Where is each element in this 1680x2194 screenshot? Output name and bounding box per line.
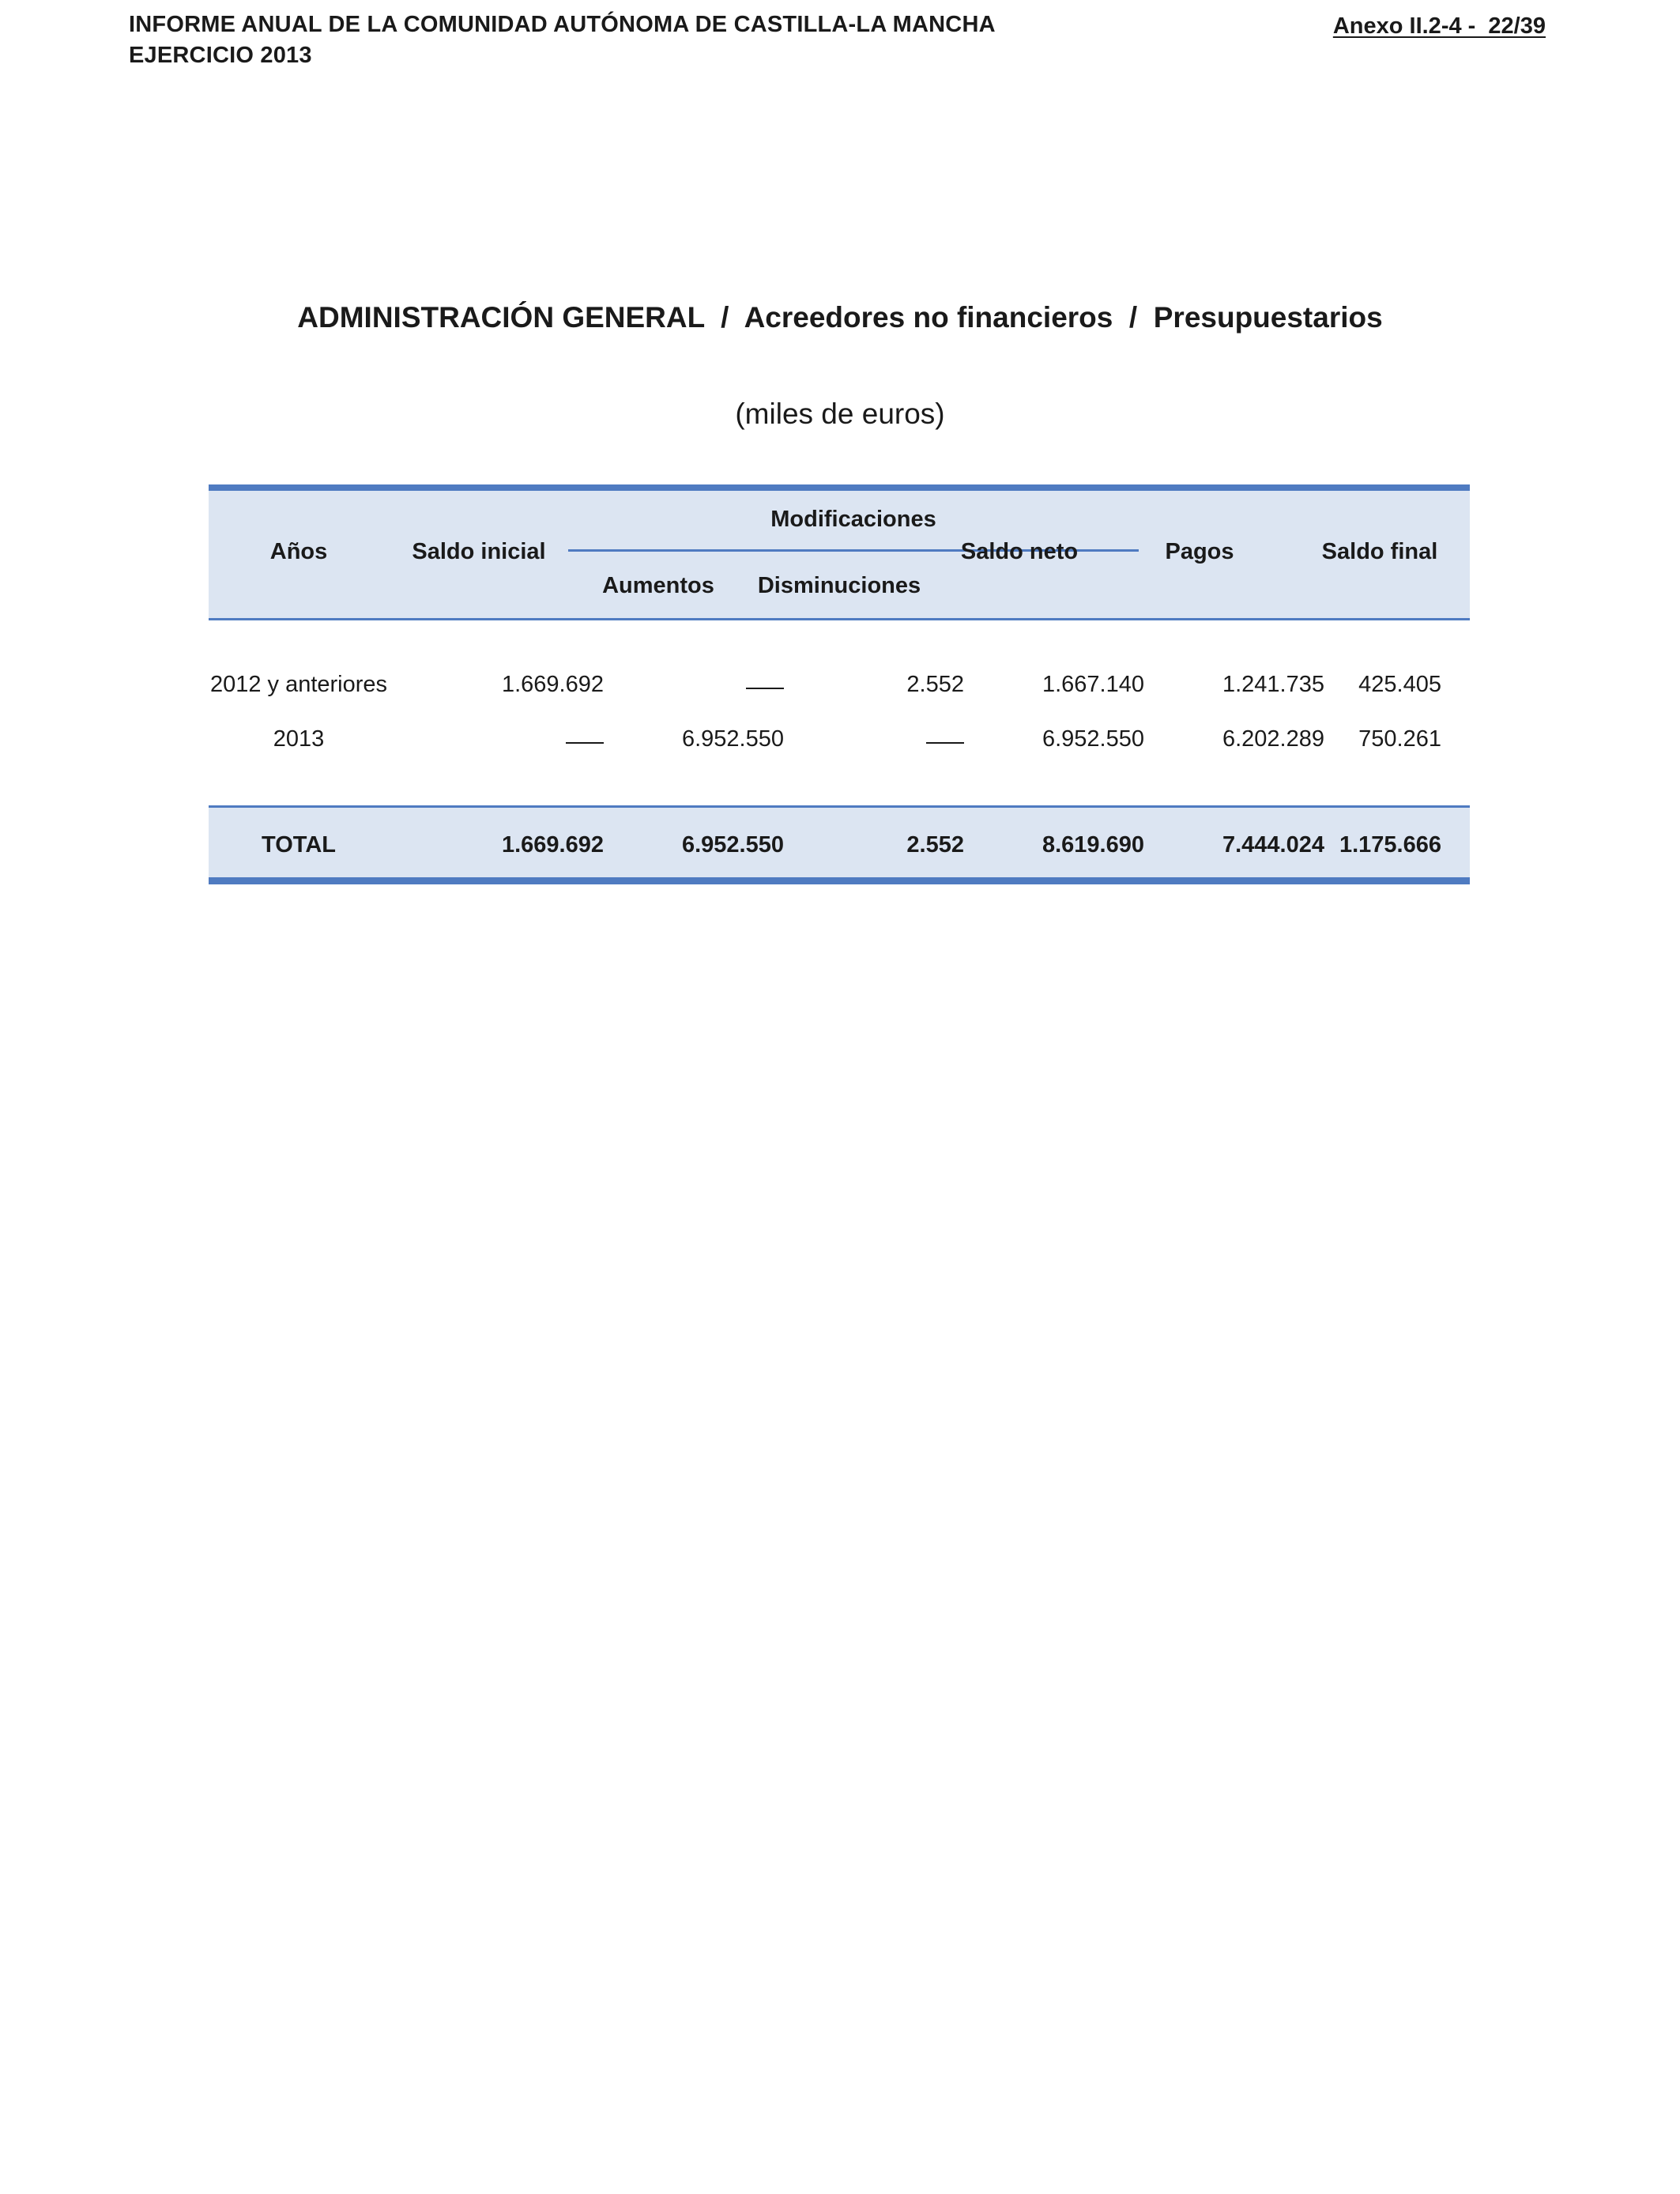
cell-pagos: 6.202.289: [1222, 726, 1324, 752]
cell-pagos: 1.241.735: [1222, 672, 1324, 697]
header-aumentos: Aumentos: [602, 573, 714, 598]
total-band: [209, 805, 1470, 884]
cell-saldo-neto: 6.952.550: [1042, 726, 1144, 752]
total-saldo-neto: 8.619.690: [1042, 832, 1144, 858]
cell-saldo-final: 425.405: [1358, 672, 1441, 697]
cell-saldo-final: 750.261: [1358, 726, 1441, 752]
header-pagos: Pagos: [1165, 539, 1234, 564]
header-disminuciones: Disminuciones: [757, 573, 921, 598]
empty-dash: [746, 669, 784, 689]
page-subtitle: (miles de euros): [735, 398, 945, 430]
header-modificaciones: Modificaciones: [770, 507, 936, 532]
table-row: [209, 723, 1470, 755]
total-saldo-inicial: 1.669.692: [501, 832, 604, 858]
cell-disminuciones-empty: [926, 723, 964, 755]
cell-disminuciones: 2.552: [906, 672, 964, 697]
total-disminuciones: 2.552: [906, 832, 964, 858]
cell-saldo-inicial: 1.669.692: [501, 672, 604, 697]
empty-dash: [566, 723, 604, 744]
cell-aumentos: 6.952.550: [681, 726, 784, 752]
report-year-line: EJERCICIO 2013: [129, 43, 312, 68]
total-row: [209, 829, 1470, 861]
cell-saldo-neto: 1.667.140: [1042, 672, 1144, 697]
header-saldo-final: Saldo final: [1321, 539, 1438, 564]
report-title-line: INFORME ANUAL DE LA COMUNIDAD AUTÓNOMA DE CASTILLA-LA MANCHA: [129, 12, 996, 37]
total-label: TOTAL: [262, 832, 336, 858]
cell-aumentos-empty: [746, 669, 784, 700]
table-row: [209, 669, 1470, 700]
cell-saldo-inicial-empty: [566, 723, 604, 755]
cell-year: 2013: [273, 726, 325, 752]
total-aumentos: 6.952.550: [681, 832, 784, 858]
annex-page-reference: Anexo II.2-4 - 22/39: [1332, 13, 1546, 39]
total-pagos: 7.444.024: [1222, 832, 1324, 858]
header-years: Años: [269, 539, 328, 564]
header-saldo-neto: Saldo neto: [960, 539, 1079, 564]
creditors-table: [209, 484, 1470, 858]
total-saldo-final: 1.175.666: [1339, 832, 1441, 858]
empty-dash: [926, 723, 964, 744]
report-header-left: [129, 9, 996, 71]
table-header: [209, 484, 1470, 620]
cell-year: 2012 y anteriores: [209, 672, 388, 697]
page-title: ADMINISTRACIÓN GENERAL / Acreedores no financieros / Presupuestarios: [297, 301, 1383, 334]
header-saldo-inicial: Saldo inicial: [412, 539, 546, 564]
